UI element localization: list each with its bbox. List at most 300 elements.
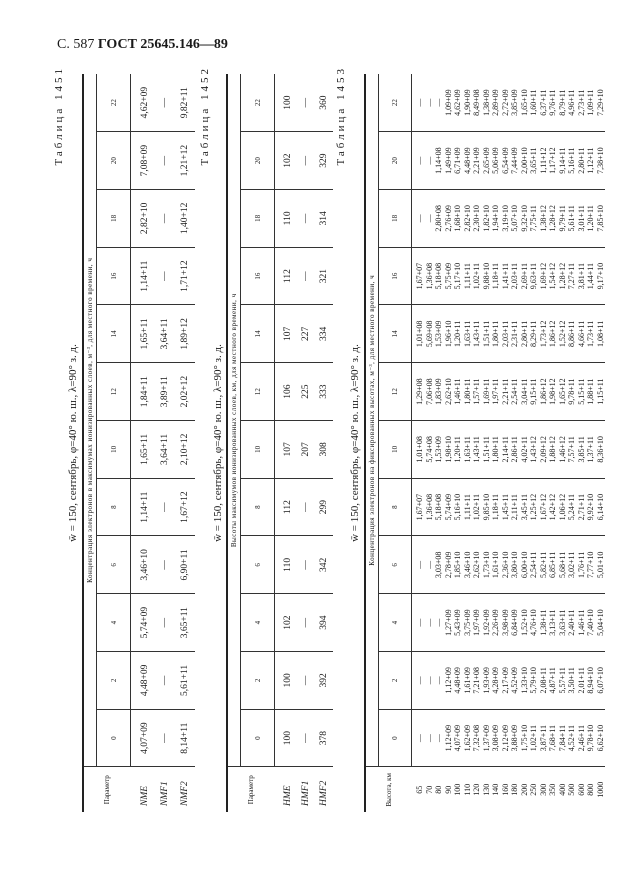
value-cell: 1,02+11 xyxy=(529,709,539,767)
value-cell: 1,18+11 xyxy=(491,247,501,305)
value-cell: 2,80+11 xyxy=(520,305,530,363)
table-row xyxy=(491,74,501,812)
value-cell: 225 xyxy=(297,363,315,421)
value-cell: 5,18+08 xyxy=(434,478,444,536)
value-cell: 5,15+11 xyxy=(577,363,587,421)
value-cell: 7,75+11 xyxy=(529,190,539,248)
value-cell: 9,63+11 xyxy=(529,247,539,305)
value-cell: — xyxy=(412,132,425,190)
value-cell: 2,03+11 xyxy=(501,305,511,363)
value-cell: 100 xyxy=(275,652,297,710)
value-cell: 378 xyxy=(315,709,333,767)
value-cell: 1,80+11 xyxy=(491,421,501,479)
value-cell: 3,45+11 xyxy=(520,478,530,536)
hour-header: 6 xyxy=(241,536,275,594)
table-row xyxy=(558,74,568,812)
table-row xyxy=(529,74,539,812)
value-cell: 1,83+09 xyxy=(434,363,444,421)
value-cell: 1,93+09 xyxy=(482,652,492,710)
table-row xyxy=(482,74,492,812)
value-cell: 1,15+11 xyxy=(596,363,606,421)
altitude-cell: 350 xyxy=(548,783,557,796)
value-cell: 1,65+11 xyxy=(131,421,155,479)
hour-header: 2 xyxy=(97,652,131,710)
value-cell: — xyxy=(412,652,425,710)
hour-header: 4 xyxy=(97,594,131,652)
value-cell: 1,73+11 xyxy=(586,305,596,363)
hour-header: 10 xyxy=(379,421,412,479)
value-cell: — xyxy=(297,652,315,710)
value-cell: 6,84+09 xyxy=(510,594,520,652)
table-1452 xyxy=(226,74,333,812)
value-cell: 3,89+11 xyxy=(155,363,175,421)
value-cell: 8,29+11 xyxy=(529,305,539,363)
value-cell: 100 xyxy=(275,74,297,132)
value-cell: 1,73+10 xyxy=(482,536,492,594)
value-cell: 5,61+11 xyxy=(175,652,195,710)
value-cell: 7,29+10 xyxy=(596,74,606,132)
value-cell: 1,98+12 xyxy=(548,363,558,421)
hour-header: 4 xyxy=(379,594,412,652)
value-cell: 5,24+11 xyxy=(567,478,577,536)
value-cell: 107 xyxy=(275,421,297,479)
value-cell: 5,18+08 xyxy=(434,247,444,305)
value-cell: — xyxy=(412,709,425,767)
value-cell: 1,21+12 xyxy=(175,132,195,190)
value-cell: 2,21+09 xyxy=(472,132,482,190)
value-cell: 7,06+08 xyxy=(425,363,435,421)
hour-header: 0 xyxy=(379,709,412,767)
value-cell: 1,73+12 xyxy=(539,305,549,363)
value-cell: 107 xyxy=(275,305,297,363)
table-row xyxy=(586,74,596,812)
value-cell: 3,98+09 xyxy=(501,594,511,652)
value-cell: 1,36+08 xyxy=(425,478,435,536)
value-cell: 2,46+11 xyxy=(577,709,587,767)
value-cell: 5,43+09 xyxy=(453,594,463,652)
value-cell: 5,69+08 xyxy=(425,305,435,363)
value-cell: 1,38+11 xyxy=(539,594,549,652)
value-cell: 8,49+08 xyxy=(472,74,482,132)
value-cell: 3,50+11 xyxy=(567,652,577,710)
value-cell: 2,62+10 xyxy=(472,536,482,594)
table-row xyxy=(175,74,195,812)
value-cell: 2,30+10 xyxy=(472,190,482,248)
value-cell: 1,43+11 xyxy=(472,305,482,363)
table-row xyxy=(155,74,175,812)
span-header: Концентрация электронов в максимумах ионизированных слоев, м⁻³, для местного времени, ч xyxy=(83,74,97,767)
hour-header: 2 xyxy=(379,652,412,710)
value-cell: — xyxy=(297,132,315,190)
value-cell: 1,61+09 xyxy=(463,652,473,710)
value-cell: 3,19+10 xyxy=(501,190,511,248)
value-cell: 1,38+09 xyxy=(482,74,492,132)
value-cell: — xyxy=(425,190,435,248)
value-cell: 5,04+10 xyxy=(596,594,606,652)
value-cell: 5,74+08 xyxy=(425,421,435,479)
value-cell: 1,69+12 xyxy=(539,247,549,305)
altitude-cell: 65 xyxy=(414,785,424,794)
table-row xyxy=(444,74,454,812)
value-cell: 321 xyxy=(315,247,333,305)
value-cell: — xyxy=(412,536,425,594)
value-cell: 1,12+09 xyxy=(444,709,454,767)
table-row xyxy=(567,74,577,812)
value-cell: 1,75+10 xyxy=(520,709,530,767)
value-cell: 1,29+08 xyxy=(412,363,425,421)
value-cell: 1,80+11 xyxy=(463,363,473,421)
table-row xyxy=(596,74,606,812)
altitude-cell: 500 xyxy=(567,783,576,796)
value-cell: 2,09+12 xyxy=(539,421,549,479)
value-cell: 6,62+10 xyxy=(596,709,606,767)
value-cell: 2,80+11 xyxy=(577,132,587,190)
value-cell: 1,51+11 xyxy=(482,305,492,363)
value-cell: 5,74+09 xyxy=(444,478,454,536)
altitude-cell: 250 xyxy=(529,783,538,796)
value-cell: 1,25+12 xyxy=(529,478,539,536)
value-cell: — xyxy=(297,74,315,132)
altitude-cell: 120 xyxy=(472,783,481,796)
value-cell: 9,14+11 xyxy=(558,132,568,190)
value-cell: 3,85+09 xyxy=(510,74,520,132)
value-cell: 392 xyxy=(315,652,333,710)
value-cell: 314 xyxy=(315,190,333,248)
value-cell: — xyxy=(155,247,175,305)
value-cell: 1,89+12 xyxy=(175,305,195,363)
altitude-cell: 400 xyxy=(557,783,567,796)
value-cell: 5,75+09 xyxy=(444,247,454,305)
altitude-cell: 800 xyxy=(586,783,595,796)
value-cell: 3,46+10 xyxy=(463,536,473,594)
value-cell: 1,28+12 xyxy=(548,190,558,248)
value-cell: 2,17+09 xyxy=(501,652,511,710)
value-cell: 6,00+10 xyxy=(520,536,530,594)
value-cell: 3,63+11 xyxy=(558,594,568,652)
value-cell: 100 xyxy=(275,709,297,767)
value-cell: 308 xyxy=(315,421,333,479)
value-cell: 8,14+11 xyxy=(175,709,195,767)
table-title: Таблица 1452 xyxy=(199,66,211,166)
value-cell: 7,21+08 xyxy=(472,652,482,710)
value-cell: 8,94+10 xyxy=(586,652,596,710)
row-label: HMF1 xyxy=(300,780,311,806)
value-cell: 2,10+12 xyxy=(175,421,195,479)
value-cell: 1,14+11 xyxy=(131,247,155,305)
hour-header: 14 xyxy=(241,305,275,363)
value-cell: — xyxy=(297,594,315,652)
value-cell: 102 xyxy=(275,132,297,190)
value-cell: 9,92+10 xyxy=(586,478,596,536)
page-header xyxy=(57,37,228,53)
table-title: Таблица 1453 xyxy=(335,66,347,166)
value-cell: 1,01+08 xyxy=(412,421,425,479)
value-cell: 4,07+09 xyxy=(453,709,463,767)
value-cell: — xyxy=(297,247,315,305)
hour-header: 20 xyxy=(241,132,275,190)
value-cell: 3,03+08 xyxy=(434,536,444,594)
value-cell: 3,64+11 xyxy=(155,421,175,479)
value-cell: 1,52+12 xyxy=(558,305,568,363)
value-cell: 7,44+09 xyxy=(510,132,520,190)
rotated-tables-area xyxy=(50,54,635,874)
hour-header: 16 xyxy=(97,247,131,305)
value-cell: 2,71+11 xyxy=(577,478,587,536)
value-cell: 342 xyxy=(315,536,333,594)
value-cell: 1,53+09 xyxy=(434,421,444,479)
value-cell: 1,53+09 xyxy=(434,305,444,363)
value-cell: 4,52+11 xyxy=(567,709,577,767)
value-cell: — xyxy=(297,709,315,767)
value-cell: 1,61+10 xyxy=(491,536,501,594)
table-row xyxy=(501,74,511,812)
hour-header: 14 xyxy=(379,305,412,363)
value-cell: 1,27+09 xyxy=(444,594,454,652)
value-cell: 4,48+09 xyxy=(463,132,473,190)
value-cell: 1,97+11 xyxy=(491,363,501,421)
value-cell: 2,86+11 xyxy=(510,421,520,479)
altitude-cell: 110 xyxy=(462,783,472,796)
value-cell: 2,08+11 xyxy=(539,652,549,710)
value-cell: 3,08+09 xyxy=(491,709,501,767)
value-cell: 3,87+11 xyxy=(539,709,549,767)
value-cell: 5,61+11 xyxy=(567,190,577,248)
table-row xyxy=(131,74,155,812)
value-cell: 6,37+11 xyxy=(539,74,549,132)
value-cell: 1,36+08 xyxy=(425,247,435,305)
hour-header: 4 xyxy=(241,594,275,652)
hour-header: 22 xyxy=(241,74,275,132)
value-cell: 1,44+11 xyxy=(586,247,596,305)
altitude-cell: 140 xyxy=(491,783,500,796)
value-cell: 2,54+11 xyxy=(510,363,520,421)
hour-header: 12 xyxy=(97,363,131,421)
value-cell: 1,85+10 xyxy=(453,536,463,594)
value-cell: — xyxy=(412,190,425,248)
table-subtitle: w̄ = 150, сентябрь, φ=40° ю. ш., λ=90° з. д. xyxy=(67,344,79,542)
value-cell: 1,46+11 xyxy=(453,363,463,421)
value-cell: 334 xyxy=(315,305,333,363)
value-cell: 1,86+12 xyxy=(548,305,558,363)
value-cell: 3,80+10 xyxy=(510,536,520,594)
hour-header: 18 xyxy=(379,190,412,248)
value-cell: 1,28+12 xyxy=(558,247,568,305)
value-cell: 2,11+11 xyxy=(510,478,520,536)
value-cell: 5,16+11 xyxy=(567,132,577,190)
value-cell: 3,81+11 xyxy=(577,247,587,305)
value-cell: — xyxy=(425,652,435,710)
hour-header: 16 xyxy=(379,247,412,305)
value-cell: 110 xyxy=(275,190,297,248)
hour-header: 10 xyxy=(241,421,275,479)
table-row xyxy=(453,74,463,812)
value-cell: 1,96+10 xyxy=(444,305,454,363)
value-cell: 1,65+11 xyxy=(131,305,155,363)
value-cell: 6,54+09 xyxy=(501,132,511,190)
value-cell: 1,76+11 xyxy=(577,536,587,594)
value-cell: 9,82+11 xyxy=(175,74,195,132)
hour-header: 6 xyxy=(379,536,412,594)
value-cell: 8,36+10 xyxy=(596,421,606,479)
value-cell: 2,69+11 xyxy=(520,247,530,305)
row-label: NME xyxy=(139,785,150,806)
value-cell: 299 xyxy=(315,478,333,536)
value-cell: 7,27+11 xyxy=(567,247,577,305)
value-cell: 1,69+11 xyxy=(482,363,492,421)
value-cell: 4,02+11 xyxy=(520,421,530,479)
value-cell: — xyxy=(155,478,175,536)
value-cell: 360 xyxy=(315,74,333,132)
value-cell: 4,48+09 xyxy=(453,652,463,710)
value-cell: — xyxy=(155,652,175,710)
value-cell: 2,03+11 xyxy=(510,247,520,305)
value-cell: 207 xyxy=(297,421,315,479)
value-cell: 1,65+10 xyxy=(520,74,530,132)
table-row xyxy=(510,74,520,812)
value-cell: 1,41+11 xyxy=(501,247,511,305)
value-cell: 4,76+10 xyxy=(529,594,539,652)
value-cell: 6,71+09 xyxy=(453,132,463,190)
value-cell: 1,62+09 xyxy=(463,709,473,767)
value-cell: 1,88+11 xyxy=(586,363,596,421)
hour-header: 12 xyxy=(241,363,275,421)
value-cell: — xyxy=(425,132,435,190)
span-header: Высоты максимумов ионизированных слоев, км, для местного времени, ч xyxy=(227,74,241,767)
value-cell: 1,67+07 xyxy=(412,478,425,536)
altitude-cell: 180 xyxy=(510,783,519,796)
altitude-cell: 100 xyxy=(453,783,462,796)
value-cell: 333 xyxy=(315,363,333,421)
value-cell: 7,68+11 xyxy=(548,709,558,767)
value-cell: 1,12+11 xyxy=(586,132,596,190)
table-row xyxy=(425,74,435,812)
hour-header: 8 xyxy=(97,478,131,536)
value-cell: — xyxy=(425,709,435,767)
value-cell: 3,02+11 xyxy=(567,536,577,594)
value-cell: 1,20+11 xyxy=(586,190,596,248)
value-cell: — xyxy=(434,594,444,652)
value-cell: 1,71+12 xyxy=(175,247,195,305)
value-cell: 1,67+07 xyxy=(412,247,425,305)
table-row xyxy=(297,74,315,812)
value-cell: 1,18+11 xyxy=(491,478,501,536)
param-header: Параметр xyxy=(103,775,112,805)
value-cell: 1,20+11 xyxy=(453,421,463,479)
value-cell: 1,12+09 xyxy=(444,652,454,710)
value-cell: 9,88+10 xyxy=(482,247,492,305)
value-cell: 112 xyxy=(275,478,297,536)
value-cell: 6,14+10 xyxy=(596,478,606,536)
value-cell: 1,06+12 xyxy=(558,478,568,536)
table-row xyxy=(577,74,587,812)
value-cell: 2,62+10 xyxy=(444,363,454,421)
value-cell: 1,88+12 xyxy=(548,421,558,479)
value-cell: 2,14+11 xyxy=(501,421,511,479)
value-cell: 7,84+11 xyxy=(558,709,568,767)
table-row xyxy=(412,74,425,812)
value-cell: 9,79+11 xyxy=(558,190,568,248)
table-row xyxy=(315,74,333,812)
value-cell: 3,75+09 xyxy=(463,594,473,652)
value-cell: 8,79+11 xyxy=(558,74,568,132)
value-cell: 4,62+09 xyxy=(453,74,463,132)
value-cell: — xyxy=(155,190,175,248)
value-cell: 9,32+10 xyxy=(520,190,530,248)
value-cell: 1,37+09 xyxy=(482,709,492,767)
value-cell: 4,66+11 xyxy=(577,305,587,363)
value-cell: — xyxy=(297,190,315,248)
hour-header: 22 xyxy=(379,74,412,132)
value-cell: 1,40+12 xyxy=(175,190,195,248)
altitude-cell: 600 xyxy=(576,783,586,796)
value-cell: 2,76+09 xyxy=(444,190,454,248)
value-cell: 2,72+09 xyxy=(501,74,511,132)
altitude-cell: 70 xyxy=(424,785,434,794)
altitude-cell: 90 xyxy=(443,785,453,794)
value-cell: 1,86+12 xyxy=(539,363,549,421)
value-cell: 6,07+10 xyxy=(596,652,606,710)
value-cell: 2,02+12 xyxy=(175,363,195,421)
value-cell: 2,40+11 xyxy=(567,594,577,652)
value-cell: — xyxy=(155,594,175,652)
value-cell: 3,13+11 xyxy=(548,594,558,652)
value-cell: 8,86+11 xyxy=(567,305,577,363)
altitude-cell: 1000 xyxy=(595,781,605,798)
value-cell: 2,12+09 xyxy=(501,709,511,767)
table-subtitle: w̄ = 150, сентябрь, φ=40° ю. ш., λ=90° з. д. xyxy=(212,344,224,542)
value-cell: 4,96+11 xyxy=(567,74,577,132)
value-cell: 1,67+12 xyxy=(539,478,549,536)
value-cell: 1,46+11 xyxy=(577,594,587,652)
row-label: NMF1 xyxy=(159,781,170,806)
value-cell: 1,67+12 xyxy=(175,478,195,536)
hour-header: 22 xyxy=(97,74,131,132)
value-cell: 1,82+10 xyxy=(482,190,492,248)
altitude-cell: 80 xyxy=(434,785,443,794)
value-cell: 9,76+11 xyxy=(548,74,558,132)
value-cell: 2,54+11 xyxy=(529,536,539,594)
value-cell: 1,46+12 xyxy=(558,421,568,479)
value-cell: — xyxy=(434,709,444,767)
value-cell: — xyxy=(425,594,435,652)
row-label: NMF2 xyxy=(179,781,190,806)
value-cell: 5,16+10 xyxy=(453,478,463,536)
altitude-cell: 200 xyxy=(519,783,529,796)
value-cell: — xyxy=(412,594,425,652)
value-cell: 1,37+11 xyxy=(586,421,596,479)
hour-header: 8 xyxy=(241,478,275,536)
table-row xyxy=(520,74,530,812)
value-cell: 9,17+10 xyxy=(596,247,606,305)
value-cell: 106 xyxy=(275,363,297,421)
value-cell: 1,09+11 xyxy=(586,74,596,132)
value-cell: 1,14+08 xyxy=(434,132,444,190)
value-cell: 2,01+11 xyxy=(577,652,587,710)
hour-header: 0 xyxy=(241,709,275,767)
value-cell: 1,51+11 xyxy=(482,421,492,479)
value-cell: 1,80+11 xyxy=(491,305,501,363)
value-cell: 3,88+09 xyxy=(510,709,520,767)
hour-header: 18 xyxy=(241,190,275,248)
value-cell: 1,63+11 xyxy=(463,421,473,479)
value-cell: 1,11+12 xyxy=(539,132,549,190)
altitude-cell: 300 xyxy=(538,783,548,796)
value-cell: 6,90+11 xyxy=(175,536,195,594)
value-cell: 7,32+08 xyxy=(472,709,482,767)
value-cell: 5,17+10 xyxy=(453,247,463,305)
value-cell: 5,82+11 xyxy=(539,536,549,594)
value-cell: 1,42+12 xyxy=(548,478,558,536)
